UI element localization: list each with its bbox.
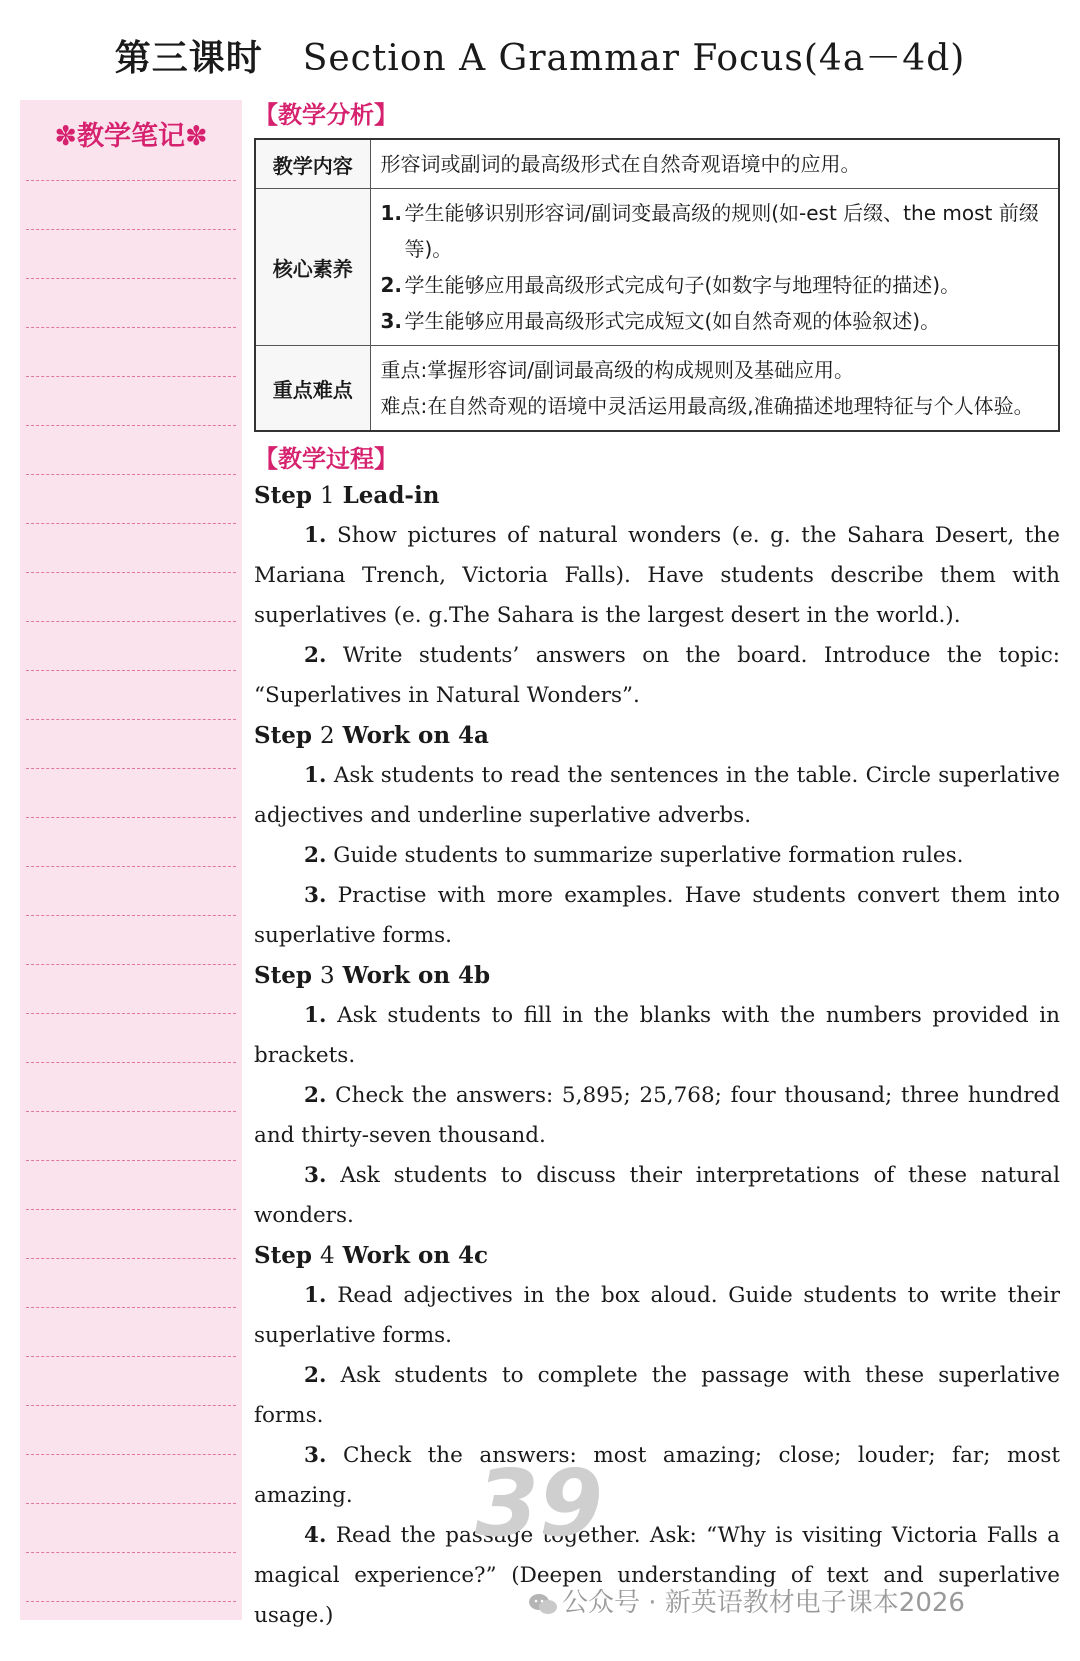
para-number: 3. [304, 1163, 327, 1188]
para-text: Guide students to summarize superlative formation rules. [333, 843, 964, 868]
page-title [0, 30, 1080, 81]
note-line [26, 1601, 236, 1602]
wechat-icon [528, 1592, 558, 1616]
para-number: 4. [304, 1523, 327, 1548]
para-text: Read the passage together. Ask: “Why is visiting Victoria Falls a magical experience?” (Deepen understanding of text and superlative usage.) [254, 1523, 1060, 1628]
note-line [26, 376, 236, 377]
table-row [255, 346, 1059, 432]
para-number: 1. [304, 1283, 327, 1308]
key-text: 掌握形容词/副词最高级的构成规则及基础应用。 [427, 358, 854, 382]
note-line [26, 572, 236, 573]
process-section [254, 442, 1060, 1636]
para-text: Show pictures of natural wonders (e. g. the Sahara Desert, the Mariana Trench, Victoria Falls). Have students describe them with superlatives (e. g.The Sahara is the largest desert in the world.). [254, 523, 1060, 628]
analysis-table [254, 138, 1060, 432]
difficult-text: 在自然奇观的语境中灵活运用最高级,准确描述地理特征与个人体验。 [427, 394, 1034, 418]
step-paragraph [254, 1436, 1060, 1516]
note-line [26, 768, 236, 769]
item-number: 1. [380, 201, 403, 225]
para-text: Practise with more examples. Have students convert them into superlative forms. [254, 883, 1060, 948]
para-text: Ask students to read the sentences in the table. Circle superlative adjectives and underline superlative adverbs. [254, 763, 1060, 828]
note-line [26, 523, 236, 524]
step-label: Step [254, 722, 312, 749]
core-items [370, 189, 1059, 346]
table-row [255, 189, 1059, 346]
difficult-point [381, 388, 1049, 424]
para-number: 1. [304, 523, 327, 548]
step-number: 3 [319, 963, 335, 989]
para-text: Check the answers: 5,895; 25,768; four thousand; three hundred and thirty-seven thousand. [254, 1083, 1060, 1148]
step-paragraph [254, 876, 1060, 956]
step-number: 2 [319, 723, 335, 749]
step-paragraph [254, 1356, 1060, 1436]
key-point [381, 352, 1049, 388]
para-text: Check the answers: most amazing; close; louder; far; most amazing. [254, 1443, 1061, 1508]
keypoints [370, 346, 1059, 432]
step-title: Lead-in [342, 482, 440, 509]
note-line [26, 1405, 236, 1406]
note-line [26, 1062, 236, 1063]
para-text: Ask students to complete the passage with these superlative forms. [254, 1363, 1060, 1428]
step-title: Work on 4b [342, 962, 491, 989]
step-heading [254, 956, 1060, 996]
note-line [26, 1258, 236, 1259]
item-text: 学生能够识别形容词/副词变最高级的规则(如-est 后缀、the most 前缀等)。 [404, 201, 1039, 261]
para-text: Read adjectives in the box aloud. Guide students to write their superlative forms. [254, 1283, 1060, 1348]
content-label: 教学内容 [255, 139, 370, 189]
note-line [26, 817, 236, 818]
note-line [26, 1454, 236, 1455]
note-line [26, 278, 236, 279]
para-text: Ask students to fill in the blanks with the numbers provided in brackets. [254, 1003, 1060, 1068]
para-number: 2. [304, 643, 327, 668]
note-line [26, 1552, 236, 1553]
note-line [26, 180, 236, 181]
difficult-label: 难点: [380, 394, 428, 418]
page-number: 39 [475, 1450, 604, 1557]
step-heading [254, 716, 1060, 756]
watermark-text: 公众号 · 新英语教材电子课本2026 [562, 1588, 965, 1618]
step-number: 1 [319, 483, 335, 509]
para-number: 2. [304, 1083, 327, 1108]
step-label: Step [254, 482, 312, 509]
note-line [26, 670, 236, 671]
content-text: 形容词或副词的最高级形式在自然奇观语境中的应用。 [370, 139, 1059, 189]
para-text: Ask students to discuss their interpretations of these natural wonders. [254, 1163, 1060, 1228]
note-line [26, 915, 236, 916]
watermark [528, 1582, 965, 1619]
para-number: 3. [304, 1443, 327, 1468]
note-line [26, 1013, 236, 1014]
step-heading [254, 476, 1060, 516]
item-number: 3. [380, 309, 403, 333]
step-paragraph [254, 836, 1060, 876]
notes-sidebar [20, 100, 242, 1620]
note-line [26, 866, 236, 867]
para-text: Write students’ answers on the board. Introduce the topic: “Superlatives in Natural Wonders”. [254, 643, 1060, 708]
step-label: Step [254, 1242, 312, 1269]
step-label: Step [254, 962, 312, 989]
item-number: 2. [380, 273, 403, 297]
list-item [381, 267, 1049, 303]
note-line [26, 229, 236, 230]
note-line [26, 1160, 236, 1161]
note-line [26, 1111, 236, 1112]
step-paragraph [254, 516, 1060, 636]
step-paragraph [254, 1276, 1060, 1356]
list-item [381, 303, 1049, 339]
item-text: 学生能够应用最高级形式完成短文(如自然奇观的体验叙述)。 [404, 309, 941, 333]
core-label: 核心素养 [255, 189, 370, 346]
para-number: 2. [304, 1363, 327, 1388]
note-line [26, 1307, 236, 1308]
step-title: Work on 4c [342, 1242, 489, 1269]
step-paragraph [254, 756, 1060, 836]
note-line [26, 964, 236, 965]
note-line [26, 327, 236, 328]
item-text: 学生能够应用最高级形式完成句子(如数字与地理特征的描述)。 [404, 273, 961, 297]
process-heading: 【教学过程】 [254, 445, 398, 473]
lesson-label: 第三课时 [114, 37, 263, 79]
list-item [381, 195, 1049, 267]
key-label: 重点: [380, 358, 428, 382]
keypoints-label: 重点难点 [255, 346, 370, 432]
note-line [26, 425, 236, 426]
step-paragraph [254, 1076, 1060, 1156]
step-paragraph [254, 1156, 1060, 1236]
note-line [26, 719, 236, 720]
note-line [26, 1356, 236, 1357]
note-line [26, 1209, 236, 1210]
section-title: Section A Grammar Focus(4a－4d) [302, 38, 966, 79]
step-heading [254, 1236, 1060, 1276]
step-title: Work on 4a [342, 722, 489, 749]
para-number: 3. [304, 883, 327, 908]
analysis-heading: 【教学分析】 [254, 101, 398, 129]
note-line [26, 474, 236, 475]
step-paragraph [254, 636, 1060, 716]
para-number: 1. [304, 1003, 327, 1028]
table-row [255, 139, 1059, 189]
main-content [254, 98, 1060, 1636]
sidebar-title: ✽教学笔记✽ [54, 121, 208, 152]
para-number: 1. [304, 763, 327, 788]
step-number: 4 [319, 1243, 335, 1269]
step-paragraph [254, 996, 1060, 1076]
note-line [26, 1503, 236, 1504]
para-number: 2. [304, 843, 327, 868]
note-line [26, 621, 236, 622]
